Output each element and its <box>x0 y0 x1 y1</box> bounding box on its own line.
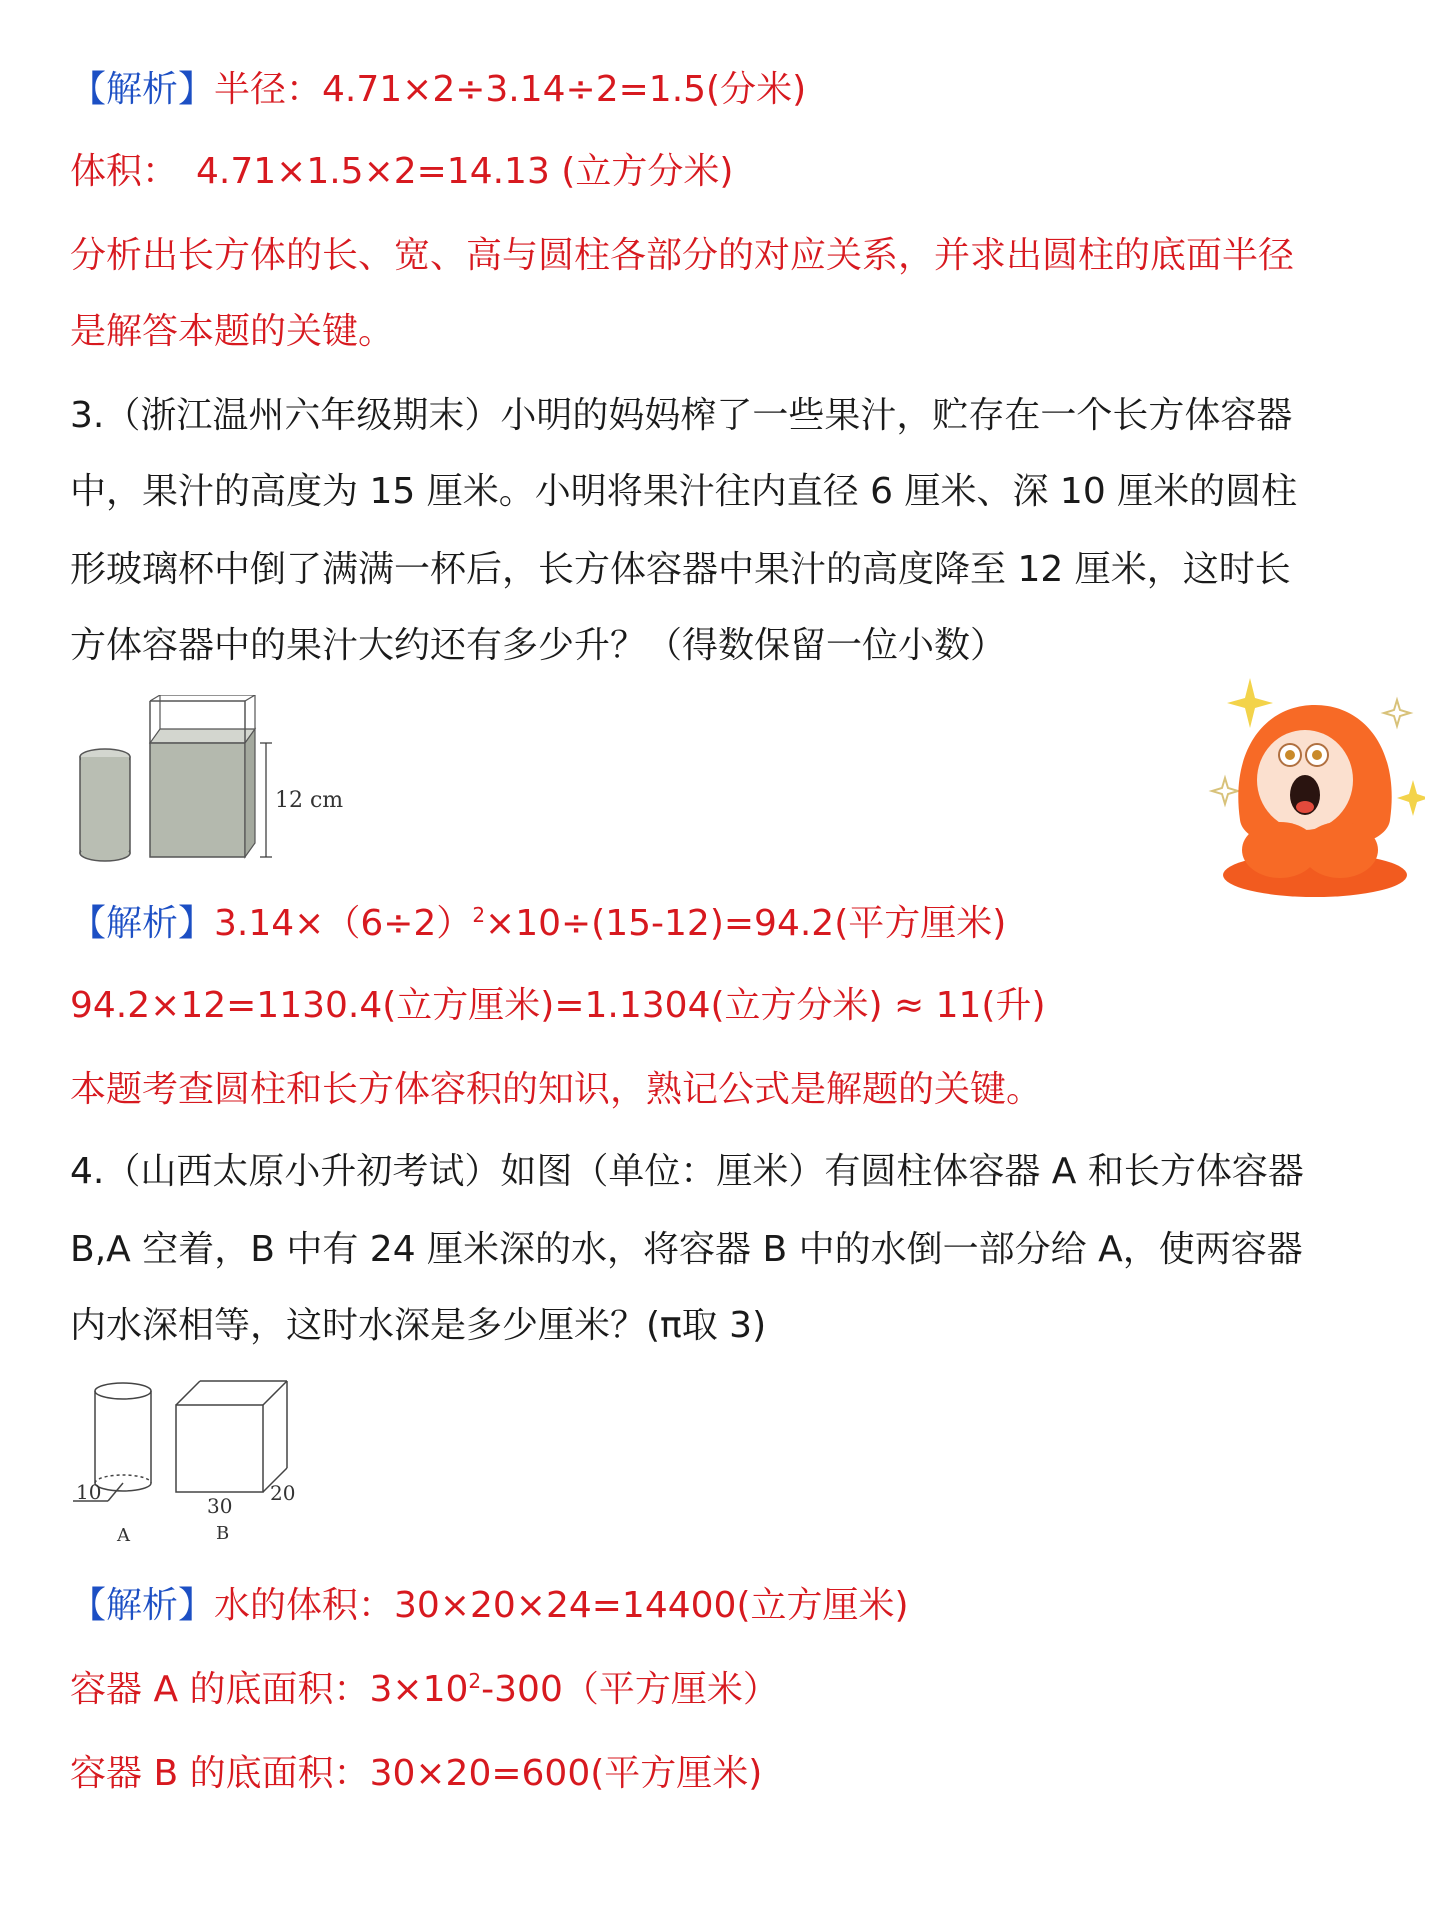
question-4-line-1: 4.（山西太原小升初考试）如图（单位：厘米）有圆柱体容器 A 和长方体容器 <box>70 1151 1304 1192</box>
analysis-4-line-2: 容器 A 的底面积：$3\times 10^2-300$（平方厘米） <box>70 1669 779 1710</box>
label-20: 20 <box>270 1481 296 1505</box>
cylinder-glass <box>80 749 130 861</box>
label-10: 10 <box>76 1480 102 1504</box>
question-3-line-2: 中，果汁的高度为 15 厘米。小明将果汁往内直径 6 厘米、深 10 厘米的圆柱 <box>70 471 1298 512</box>
question-3-line-4: 方体容器中的果汁大约还有多少升？（得数保留一位小数） <box>70 625 1007 666</box>
figure-cylinder-and-box <box>70 695 370 865</box>
height-dimension <box>260 743 343 857</box>
analysis-line-volume: 体积： 4.71×1.5×2=14.13 (立方分米) <box>70 151 734 192</box>
analysis-tag: 【解析】 <box>70 69 215 110</box>
label-a: A <box>117 1525 130 1546</box>
question-3-line-1: 3.（浙江温州六年级期末）小明的妈妈榨了一些果汁，贮存在一个长方体容器 <box>70 395 1293 436</box>
analysis-3-line-1: 【解析】$3.14\times(6\div 2)^2\times 10\div(15-12)=94.2$(平方厘米) <box>70 903 1007 944</box>
height-label: 12 cm <box>275 788 344 813</box>
analysis-3-line-2: 94.2×12=1130.4(立方厘米)=1.1304(立方分米) ≈ 11(升) <box>70 985 1046 1026</box>
analysis-note-2: 是解答本题的关键。 <box>70 311 395 352</box>
cube-b <box>176 1381 287 1492</box>
analysis-4-line-3: 容器 B 的底面积：30×20=600(平方厘米) <box>70 1753 763 1794</box>
analysis-3-line-3: 本题考查圆柱和长方体容积的知识，熟记公式是解题的关键。 <box>70 1069 1043 1110</box>
label-30: 30 <box>207 1494 233 1518</box>
question-4-line-3: 内水深相等，这时水深是多少厘米？(π取 3) <box>70 1305 767 1346</box>
figure-containers-a-b <box>70 1375 330 1550</box>
analysis-4-line-1: 【解析】水的体积：30×20×24=14400(立方厘米) <box>70 1585 909 1626</box>
box-container <box>150 695 255 857</box>
label-b: B <box>216 1523 230 1544</box>
question-4-line-2: B,A 空着，B 中有 24 厘米深的水，将容器 B 中的水倒一部分给 A，使两容器 <box>70 1229 1303 1270</box>
question-3-line-3: 形玻璃杯中倒了满满一杯后，长方体容器中果汁的高度降至 12 厘米，这时长 <box>70 549 1291 590</box>
analysis-note-1: 分析出长方体的长、宽、高与圆柱各部分的对应关系，并求出圆柱的底面半径 <box>70 235 1295 276</box>
analysis-line-radius: 【解析】半径：4.71×2÷3.14÷2=1.5(分米) <box>70 69 807 110</box>
orange-monkey-sticker-icon <box>1205 670 1425 900</box>
